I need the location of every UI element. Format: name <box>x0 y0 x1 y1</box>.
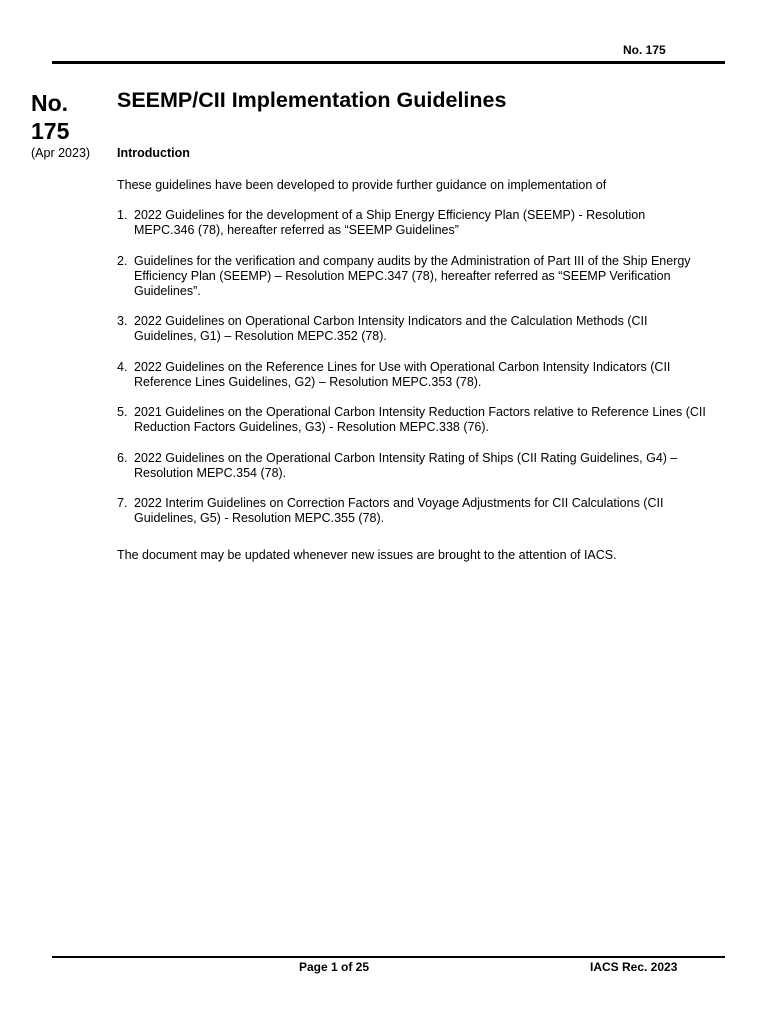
list-item <box>117 451 707 481</box>
list-item-number: 1. <box>117 208 128 222</box>
document-number: No. 175 <box>31 90 70 144</box>
footer-rule <box>52 956 725 958</box>
list-item <box>117 360 707 390</box>
list-item-number: 5. <box>117 405 128 419</box>
list-item-text: Guidelines for the verification and company audits by the Administration of Part III of the Ship Energy Efficiency Plan (SEEMP) – Resolution MEPC.347 (78), hereafter referred as “SEEMP Verification Guidelines”. <box>134 253 691 298</box>
footer-recommendation: IACS Rec. 2023 <box>590 960 678 974</box>
document-date: (Apr 2023) <box>31 146 91 160</box>
list-item-text: 2022 Guidelines on Operational Carbon Intensity Indicators and the Calculation Methods (CII Guidelines, G1) – Resolution MEPC.352 (78). <box>134 314 648 343</box>
list-item <box>117 405 707 435</box>
list-item-text: 2022 Guidelines on the Operational Carbon Intensity Rating of Ships (CII Rating Guidelines, G4) – Resolution MEPC.354 (78). <box>134 450 678 480</box>
list-item-number: 2. <box>117 253 128 268</box>
list-item <box>117 496 707 526</box>
footer-page-number: Page 1 of 25 <box>299 960 370 974</box>
header-rule <box>52 61 725 64</box>
list-item-number: 7. <box>117 496 128 510</box>
list-item-number: 3. <box>117 314 128 328</box>
list-item-text: 2022 Guidelines for the development of a Ship Energy Efficiency Plan (SEEMP) - Resolution MEPC.346 (78), hereafter referred as “SEEMP Guidelines” <box>134 208 646 237</box>
list-item <box>117 254 707 299</box>
intro-paragraph: These guidelines have been developed to provide further guidance on implementation of <box>117 178 607 192</box>
page-title: SEEMP/CII Implementation Guidelines <box>117 88 507 112</box>
list-item <box>117 314 707 344</box>
list-item-text: 2022 Interim Guidelines on Correction Factors and Voyage Adjustments for CII Calculations (CII Guidelines, G5) - Resolution MEPC.355 (78). <box>134 496 664 525</box>
guidelines-list <box>117 208 707 542</box>
closing-paragraph: The document may be updated whenever new issues are brought to the attention of IACS. <box>117 548 617 562</box>
section-heading: Introduction <box>117 146 190 160</box>
list-item-text: 2022 Guidelines on the Reference Lines for Use with Operational Carbon Intensity Indicators (CII Reference Lines Guidelines, G2) – Resolution MEPC.353 (78). <box>134 359 671 389</box>
list-item <box>117 208 707 238</box>
list-item-number: 6. <box>117 450 128 465</box>
header-doc-number: No. 175 <box>623 43 666 57</box>
list-item-number: 4. <box>117 359 128 374</box>
list-item-text: 2021 Guidelines on the Operational Carbon Intensity Reduction Factors relative to Reference Lines (CII Reduction Factors Guidelines, G3) - Resolution MEPC.338 (76). <box>134 405 706 434</box>
